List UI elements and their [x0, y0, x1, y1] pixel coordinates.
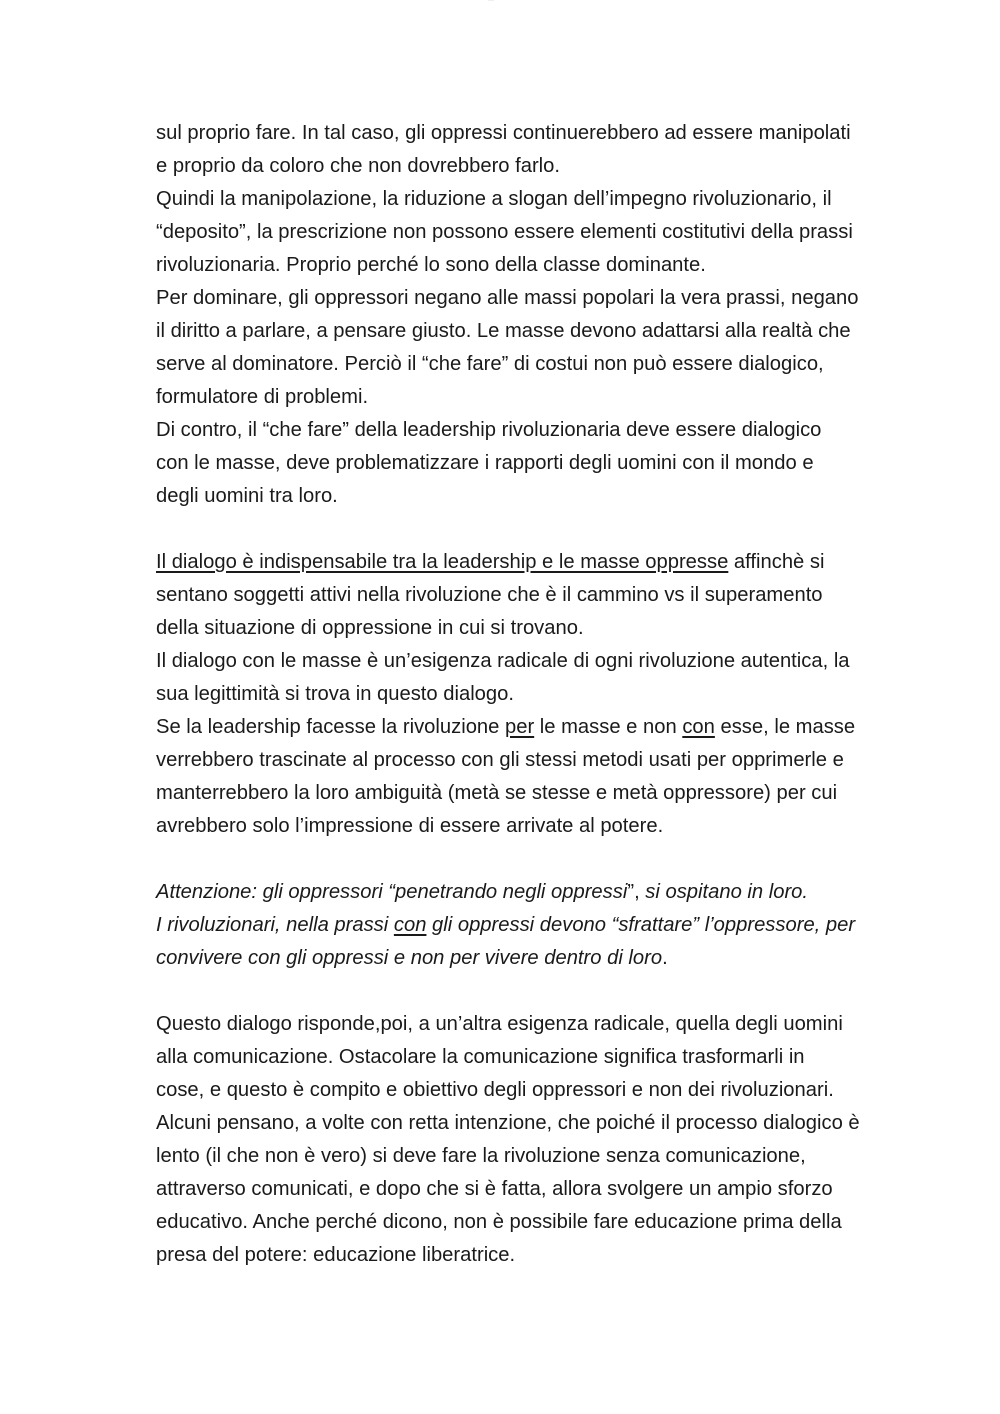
text-line: manterrebbero la loro ambiguità (metà se stesse e metà oppressore) per cui	[156, 782, 838, 804]
text-line: attraverso comunicati, e dopo che si è fatta, allora svolgere un ampio sforzo	[156, 1178, 833, 1200]
text-run: Se la leadership facesse la rivoluzione	[156, 716, 505, 738]
italic-text: gli oppressi devono “sfrattare” l’oppressore, per	[426, 914, 856, 936]
text-line: lento (il che non è vero) si deve fare la rivoluzione senza comunicazione,	[156, 1145, 806, 1167]
italic-text: Attenzione: gli oppressori “penetrando negli oppressi	[156, 881, 628, 903]
text-line: Di contro, il “che fare” della leadership rivoluzionaria deve essere dialogico	[156, 419, 822, 441]
text-line: cose, e questo è compito e obiettivo degli oppressori e non dei rivoluzionari.	[156, 1079, 834, 1101]
text-line	[156, 546, 916, 579]
body-text	[156, 117, 916, 1272]
paragraph-4	[156, 1008, 916, 1272]
text-line: sua legittimità si trova in questo dialogo.	[156, 683, 514, 705]
paragraph-1	[156, 117, 916, 513]
text-line	[156, 711, 916, 744]
text-line: Questo dialogo risponde,poi, a un’altra esigenza radicale, quella degli uomini	[156, 1013, 843, 1035]
italic-text: I rivoluzionari, nella prassi	[156, 914, 394, 936]
text-line: Per dominare, gli oppressori negano alle massi popolari la vera prassi, negano	[156, 287, 859, 309]
text-run: affinchè si	[728, 551, 825, 573]
text-run: ”,	[627, 881, 646, 903]
text-line: rivoluzionaria. Proprio perché lo sono della classe dominante.	[156, 254, 706, 276]
text-run: .	[662, 947, 668, 969]
text-line: educativo. Anche perché dicono, non è possibile fare educazione prima della	[156, 1211, 842, 1233]
paragraph-3	[156, 876, 916, 975]
paragraph-spacer	[156, 975, 916, 1008]
text-line: formulatore di problemi.	[156, 386, 369, 408]
text-line	[156, 876, 916, 909]
text-line: presa del potere: educazione liberatrice.	[156, 1244, 516, 1266]
text-line	[156, 909, 916, 942]
text-line: con le masse, deve problematizzare i rapporti degli uomini con il mondo e	[156, 452, 814, 474]
text-run: le masse e non	[534, 716, 683, 738]
paragraph-spacer	[156, 843, 916, 876]
text-line: sentano soggetti attivi nella rivoluzione che è il cammino vs il superamento	[156, 584, 823, 606]
text-line: e proprio da coloro che non dovrebbero farlo.	[156, 155, 561, 177]
text-line: alla comunicazione. Ostacolare la comunicazione significa trasformarli in	[156, 1046, 805, 1068]
text-line: della situazione di oppressione in cui si trovano.	[156, 617, 584, 639]
underlined-italic-text: con	[393, 914, 427, 936]
text-line: il diritto a parlare, a pensare giusto. Le masse devono adattarsi alla realtà che	[156, 320, 851, 342]
underlined-text: Il dialogo è indispensabile tra la leadership e le masse oppresse	[156, 551, 729, 573]
text-line: verrebbero trascinate al processo con gli stessi metodi usati per opprimerle e	[156, 749, 844, 771]
text-line: “deposito”, la prescrizione non possono essere elementi costitutivi della prassi	[156, 221, 853, 243]
italic-text: convivere con gli oppressi e non per vivere dentro di loro	[156, 947, 663, 969]
text-line: serve al dominatore. Perciò il “che fare” di costui non può essere dialogico,	[156, 353, 824, 375]
underlined-text: per	[505, 716, 535, 738]
underlined-text: con	[682, 716, 715, 738]
text-line: degli uomini tra loro.	[156, 485, 338, 507]
text-line: sul proprio fare. In tal caso, gli oppressi continuerebbero ad essere manipolati	[156, 122, 851, 144]
text-line	[156, 942, 916, 975]
italic-text: si ospitano in loro.	[645, 881, 809, 903]
text-line: Il dialogo con le masse è un’esigenza radicale di ogni rivoluzione autentica, la	[156, 650, 850, 672]
text-run: esse, le masse	[714, 716, 856, 738]
paragraph-2	[156, 546, 916, 843]
text-line: avrebbero solo l’impressione di essere arrivate al potere.	[156, 815, 664, 837]
header-mark: ———	[488, 0, 494, 2]
paragraph-spacer	[156, 513, 916, 546]
text-line: Alcuni pensano, a volte con retta intenzione, che poiché il processo dialogico è	[156, 1112, 860, 1134]
text-line: Quindi la manipolazione, la riduzione a slogan dell’impegno rivoluzionario, il	[156, 188, 832, 210]
